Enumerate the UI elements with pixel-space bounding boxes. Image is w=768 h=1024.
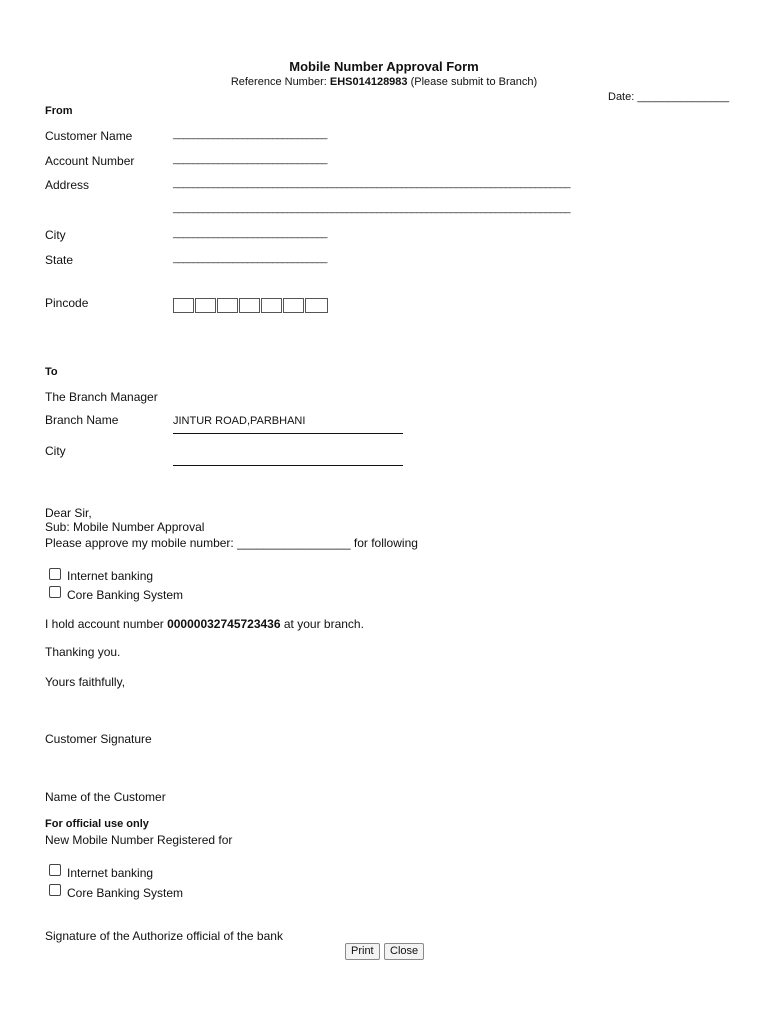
branch-name-underline bbox=[173, 433, 403, 434]
account-prefix: I hold account number bbox=[45, 617, 168, 631]
from-heading: From bbox=[45, 105, 73, 117]
state-blank: _______________________________ bbox=[173, 253, 327, 264]
address-blank-line-2: ________________________________________________________________________________ bbox=[173, 203, 570, 214]
core-banking-checkbox[interactable] bbox=[49, 586, 61, 598]
customer-name-label: Customer Name bbox=[45, 129, 133, 143]
salutation: Dear Sir, bbox=[45, 506, 92, 520]
official-core-banking-checkbox[interactable] bbox=[49, 884, 61, 896]
account-number-value: 00000032745723436 bbox=[167, 617, 281, 631]
pincode-box[interactable] bbox=[173, 298, 194, 313]
reference-suffix: (Please submit to Branch) bbox=[407, 76, 538, 88]
closing-line: Yours faithfully, bbox=[45, 675, 126, 689]
thanking-line: Thanking you. bbox=[45, 645, 121, 659]
official-use-heading: For official use only bbox=[45, 818, 149, 830]
internet-banking-checkbox[interactable] bbox=[49, 568, 61, 580]
to-city-label: City bbox=[45, 444, 66, 458]
account-number-blank: _______________________________ bbox=[173, 154, 327, 165]
pincode-box[interactable] bbox=[239, 298, 260, 313]
approval-request: Please approve my mobile number: _________________ for following bbox=[45, 536, 418, 550]
reference-line bbox=[0, 76, 768, 88]
print-button[interactable]: Print bbox=[345, 943, 380, 960]
state-label: State bbox=[45, 253, 74, 267]
account-suffix: at your branch. bbox=[280, 617, 364, 631]
pincode-box[interactable] bbox=[195, 298, 216, 313]
account-statement bbox=[45, 617, 364, 631]
to-city-underline bbox=[173, 465, 403, 466]
city-blank: _______________________________ bbox=[173, 228, 327, 239]
authorized-signature-label: Signature of the Authorize official of the bank bbox=[45, 929, 283, 943]
pincode-box[interactable] bbox=[283, 298, 304, 313]
recipient-title: The Branch Manager bbox=[45, 390, 158, 404]
reference-number: EHS014128983 bbox=[329, 76, 408, 88]
pincode-label: Pincode bbox=[45, 296, 89, 310]
core-banking-label: Core Banking System bbox=[67, 588, 184, 602]
customer-signature-label: Customer Signature bbox=[45, 732, 152, 746]
official-internet-banking-label: Internet banking bbox=[67, 866, 154, 880]
pincode-box[interactable] bbox=[305, 298, 328, 313]
subject-line: Sub: Mobile Number Approval bbox=[45, 520, 205, 534]
name-of-customer-label: Name of the Customer bbox=[45, 790, 166, 804]
customer-name-blank: _______________________________ bbox=[173, 129, 327, 140]
close-button[interactable]: Close bbox=[384, 943, 424, 960]
reference-prefix: Reference Number: bbox=[230, 76, 330, 88]
address-label: Address bbox=[45, 178, 90, 192]
registered-for-label: New Mobile Number Registered for bbox=[45, 833, 233, 847]
official-internet-banking-checkbox[interactable] bbox=[49, 864, 61, 876]
city-label: City bbox=[45, 228, 66, 242]
pincode-box[interactable] bbox=[261, 298, 282, 313]
to-heading: To bbox=[45, 366, 58, 378]
address-blank-line-1: ________________________________________________________________________________ bbox=[173, 178, 570, 189]
internet-banking-label: Internet banking bbox=[67, 569, 154, 583]
branch-name-value: JINTUR ROAD,PARBHANI bbox=[173, 415, 306, 427]
official-core-banking-label: Core Banking System bbox=[67, 886, 184, 900]
account-number-label: Account Number bbox=[45, 154, 135, 168]
pincode-box[interactable] bbox=[217, 298, 238, 313]
form-title: Mobile Number Approval Form bbox=[289, 59, 479, 74]
date-field: Date: _______________ bbox=[608, 91, 730, 103]
branch-name-label: Branch Name bbox=[45, 413, 119, 427]
